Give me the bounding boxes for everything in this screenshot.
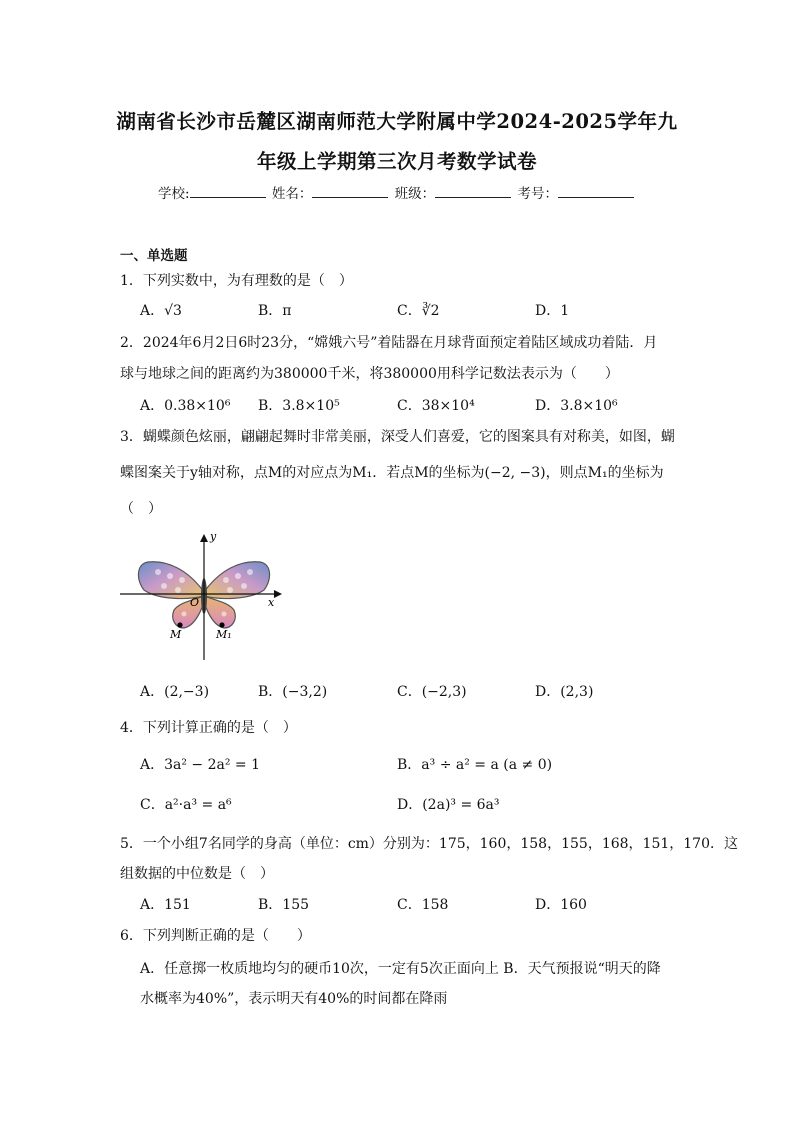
q3-stem-line2: 蝶图案关于y轴对称，点M的对应点为M₁．若点M的坐标为(−2, −3)，则点M₁的坐标为 xyxy=(120,465,664,481)
q3-option-d: D．(2,3) xyxy=(535,684,594,700)
exam-title-line1: 湖南省长沙市岳麓区湖南师范大学附属中学2024-2025学年九 xyxy=(116,110,678,133)
q2-option-a: A．0.38×10⁶ xyxy=(140,398,231,414)
q5-option-c: C．158 xyxy=(397,897,449,913)
origin-label: O xyxy=(190,596,200,609)
q2-option-b: B．3.8×10⁵ xyxy=(258,398,340,414)
section-heading: 一、单选题 xyxy=(120,248,188,264)
x-axis-arrow xyxy=(274,590,282,598)
q5-stem-line1: 5．一个小组7名同学的身高（单位：cm）分别为：175，160，158，155，168，151，170．这 xyxy=(120,836,738,852)
exam-no-label: 考号： xyxy=(517,186,558,202)
school-label: 学校: xyxy=(158,186,190,202)
q1-option-a: A．√3 xyxy=(140,303,182,319)
q2-stem-line2: 球与地球之间的距离约为380000千米，将380000用科学记数法表示为（ ） xyxy=(120,366,619,382)
q1-option-b: B．π xyxy=(258,303,292,319)
q3-option-a: A．(2,−3) xyxy=(140,684,210,700)
upper-left-wing xyxy=(138,562,204,599)
exam-title-line2: 年级上学期第三次月考数学试卷 xyxy=(256,150,537,173)
q4-option-d: D．(2a)³ = 6a³ xyxy=(397,797,500,813)
y-axis-arrow xyxy=(200,534,208,542)
q6-options-line2: 水概率为40%”，表示明天有40%的时间都在降雨 xyxy=(140,991,448,1007)
q2-option-d: D．3.8×10⁶ xyxy=(535,398,618,414)
q4-stem: 4．下列计算正确的是（ ） xyxy=(120,720,297,736)
q5-option-b: B．155 xyxy=(258,897,310,913)
q4-option-a: A．3a² − 2a² = 1 xyxy=(140,757,261,773)
q1-option-c: C．∛2 xyxy=(397,303,440,319)
y-axis-label: y xyxy=(210,530,217,543)
name-blank[interactable] xyxy=(312,185,388,198)
q5-option-d: D．160 xyxy=(535,897,587,913)
q3-stem-line1: 3．蝴蝶颜色炫丽，翩翩起舞时非常美丽，深受人们喜爱，它的图案具有对称美，如图，蝴 xyxy=(120,429,675,445)
point-m1-label: M₁ xyxy=(216,628,232,641)
point-m1 xyxy=(219,622,224,627)
student-info-row xyxy=(0,182,794,202)
upper-right-wing xyxy=(204,562,270,599)
class-blank[interactable] xyxy=(435,185,511,198)
lower-left-wing xyxy=(173,596,204,628)
x-axis-label: x xyxy=(268,596,275,609)
q2-option-c: C．38×10⁴ xyxy=(397,398,475,414)
q3-option-c: C．(−2,3) xyxy=(397,684,467,700)
q6-stem: 6．下列判断正确的是（ ） xyxy=(120,928,311,944)
butterfly-figure xyxy=(118,530,288,662)
exam-no-blank[interactable] xyxy=(558,185,634,198)
q3-option-b: B．(−3,2) xyxy=(258,684,328,700)
q3-stem-line3: （ ） xyxy=(120,501,162,517)
q6-options-line1: A．任意掷一枚质地均匀的硬币10次，一定有5次正面向上 B．天气预报说“明天的降 xyxy=(140,961,661,977)
point-m xyxy=(177,622,182,627)
lower-right-wing xyxy=(204,596,235,628)
name-label: 姓名： xyxy=(271,186,313,202)
q5-option-a: A．151 xyxy=(140,897,191,913)
q5-stem-line2: 组数据的中位数是（ ） xyxy=(120,866,274,882)
q4-option-c: C．a²·a³ = a⁶ xyxy=(140,797,232,813)
point-m-label: M xyxy=(170,628,182,641)
q1-option-d: D．1 xyxy=(535,303,570,319)
class-label: 班级： xyxy=(394,186,436,202)
school-blank[interactable] xyxy=(190,185,266,198)
q4-option-b: B．a³ ÷ a² = a (a ≠ 0) xyxy=(397,757,553,773)
q1-stem: 1．下列实数中，为有理数的是（ ） xyxy=(120,273,353,289)
q2-stem-line1: 2．2024年6月2日6时23分，“嫦娥六号”着陆器在月球背面预定着陆区域成功着陆．月 xyxy=(120,335,658,351)
